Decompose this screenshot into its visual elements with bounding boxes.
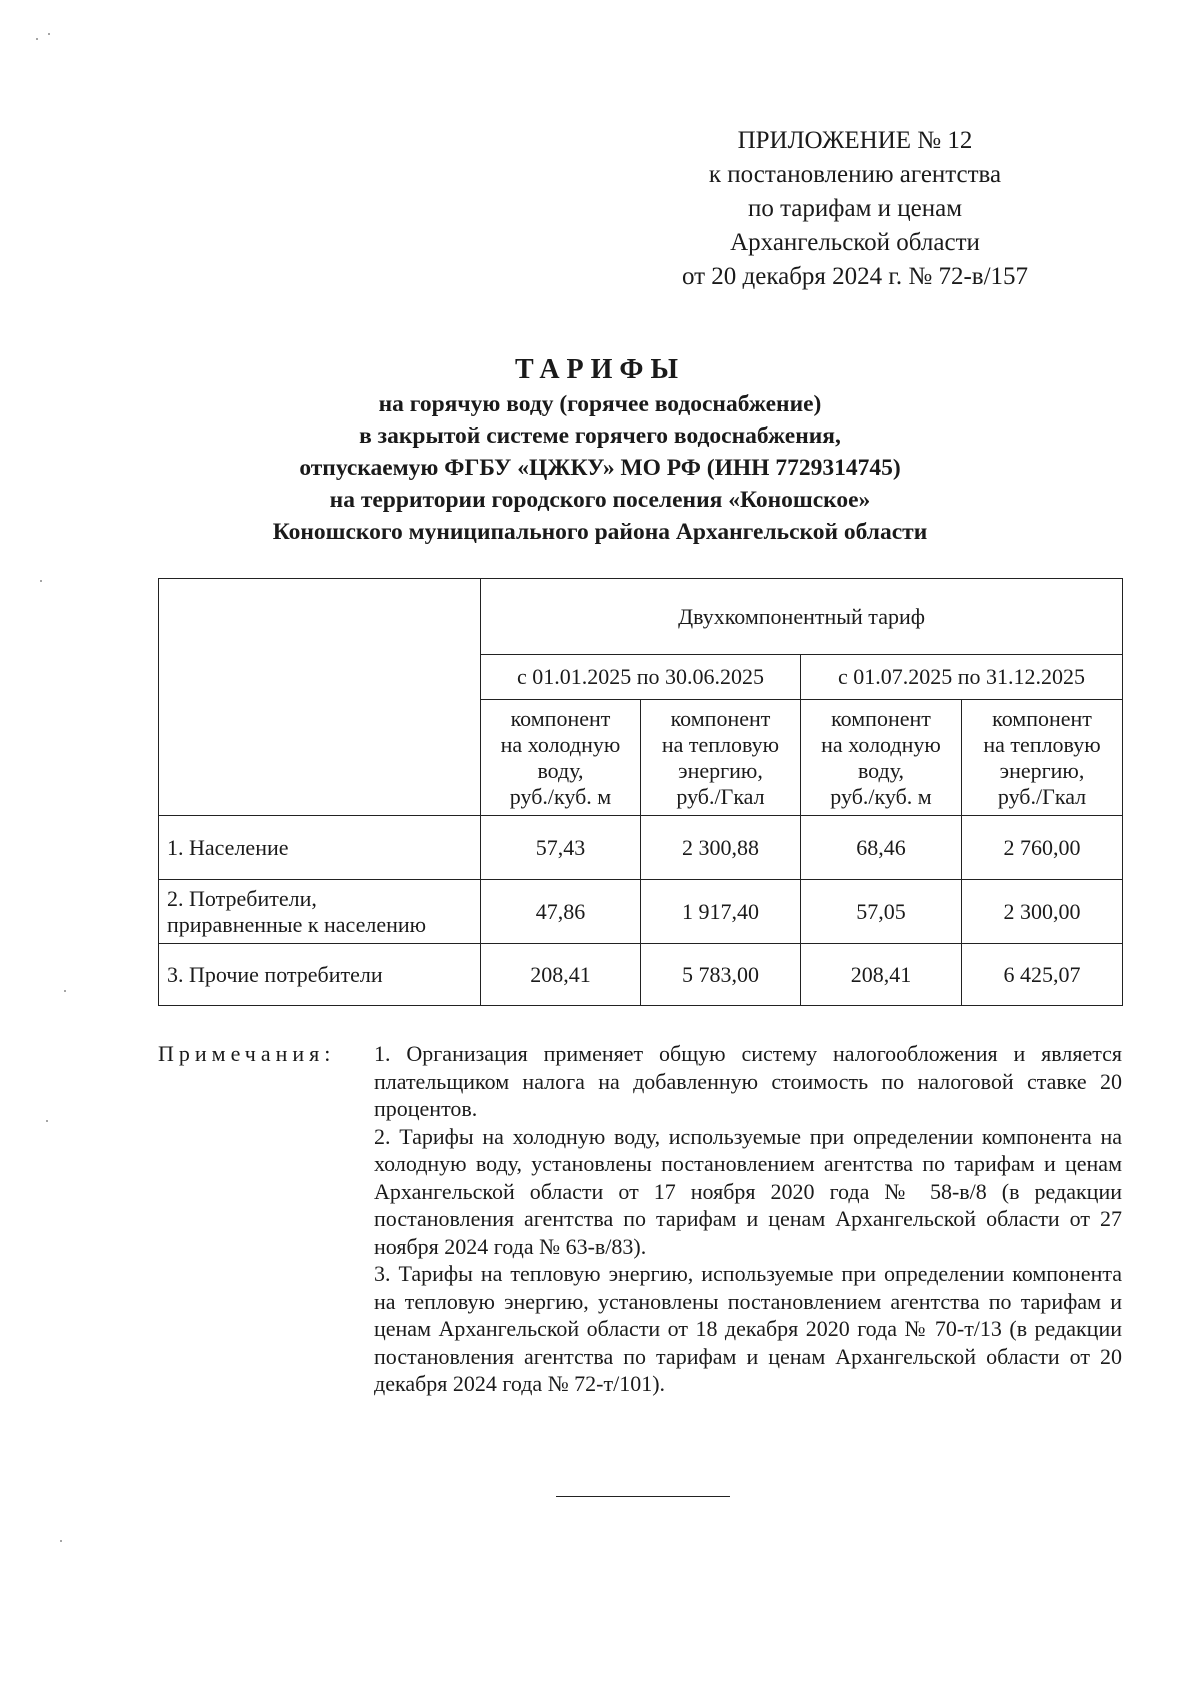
row-label-text: приравненные к населению xyxy=(167,911,427,937)
component-text: на тепловую xyxy=(661,731,780,757)
component-text: на тепловую xyxy=(983,731,1101,757)
document-title xyxy=(150,352,1050,548)
title-line: отпускаемую ФГБУ «ЦЖКУ» МО РФ (ИНН 7729314745) xyxy=(299,455,901,481)
note-item: 3. Тарифы на тепловую энергию, используемые при определении компонента на тепловую энергию, установлены постановлением агентства по тарифам и ценам Архангельской области от 18 декабря 2020 года № 70-т/13 (в редакции постановления агентства по тарифам и ценам Архангельской области от 20 декабря 2024 года № 72-т/101). xyxy=(374,1261,1122,1396)
component-header xyxy=(962,700,1123,816)
title-line: на территории городского поселения «Коношское» xyxy=(329,487,871,513)
table-cell: 2 760,00 xyxy=(962,816,1123,880)
component-text: воду, xyxy=(537,757,584,783)
component-unit: руб./куб. м xyxy=(509,783,612,809)
table-row xyxy=(159,944,1123,1006)
component-header xyxy=(801,700,962,816)
period-header: с 01.07.2025 по 31.12.2025 xyxy=(801,655,1123,700)
note-item: 1. Организация применяет общую систему налогообложения и является плательщиком налога на добавленную стоимость по налоговой ставке 20 процентов. xyxy=(374,1041,1122,1121)
component-header xyxy=(641,700,801,816)
table-header-main: Двухкомпонентный тариф xyxy=(481,579,1123,655)
component-text: на холодную xyxy=(500,731,621,757)
table-cell: 47,86 xyxy=(481,880,641,944)
scan-speck xyxy=(46,1120,48,1122)
notes-list xyxy=(374,1040,1122,1398)
appendix-ref-line: к постановлению агентства xyxy=(708,161,1002,188)
table-row xyxy=(159,880,1123,944)
component-text: компонент xyxy=(831,705,931,731)
component-text: энергию, xyxy=(678,757,763,783)
component-text: компонент xyxy=(670,705,771,731)
component-text: воду, xyxy=(857,757,905,783)
scan-speck xyxy=(60,1540,62,1542)
table-cell: 208,41 xyxy=(481,944,641,1006)
table-corner-cell xyxy=(159,579,481,816)
table-cell: 208,41 xyxy=(801,944,962,1006)
tariff-table xyxy=(158,578,1123,1006)
component-unit: руб./Гкал xyxy=(676,783,765,809)
table-cell: 2 300,88 xyxy=(641,816,801,880)
component-text: компонент xyxy=(510,705,611,731)
table-header-row xyxy=(159,579,1123,655)
table-cell: 68,46 xyxy=(801,816,962,880)
component-header xyxy=(481,700,641,816)
component-text: компонент xyxy=(992,705,1092,731)
appendix-number: ПРИЛОЖЕНИЕ № 12 xyxy=(737,127,973,154)
scan-speck xyxy=(36,38,38,40)
table-cell: 2 300,00 xyxy=(962,880,1123,944)
table-row xyxy=(159,816,1123,880)
row-label xyxy=(159,880,481,944)
period-header: с 01.01.2025 по 30.06.2025 xyxy=(481,655,801,700)
component-unit: руб./Гкал xyxy=(997,783,1087,809)
note-item: 2. Тарифы на холодную воду, используемые при определении компонента на холодную воду, установлены постановлением агентства по тарифам и ценам Архангельской области от 17 ноября 2020 года № 58-в/8 (в редакции постановления агентства по тарифам и ценам Архангельской области от 27 ноября 2024 года № 63-в/83). xyxy=(374,1123,1122,1259)
scan-speck xyxy=(64,990,66,992)
appendix-ref-line: по тарифам и ценам xyxy=(747,195,963,222)
table-cell: 6 425,07 xyxy=(962,944,1123,1006)
row-label xyxy=(159,816,481,880)
table-cell: 57,05 xyxy=(801,880,962,944)
scan-speck xyxy=(40,580,42,582)
table-cell: 1 917,40 xyxy=(641,880,801,944)
component-text: на холодную xyxy=(821,731,941,757)
row-label xyxy=(159,944,481,1006)
appendix-header xyxy=(640,124,1070,294)
row-label-text: 1. Население xyxy=(167,834,289,860)
component-unit: руб./куб. м xyxy=(830,783,932,809)
title-line: на горячую воду (горячее водоснабжение) xyxy=(378,391,822,417)
table-cell: 5 783,00 xyxy=(641,944,801,1006)
appendix-ref-line: Архангельской области xyxy=(730,229,980,256)
title-line: Коношского муниципального района Архангельской области xyxy=(272,519,928,545)
row-label-text: 2. Потребители, xyxy=(167,885,317,911)
row-label-text: 3. Прочие потребители xyxy=(167,961,383,987)
scan-speck xyxy=(48,33,50,35)
component-text: энергию, xyxy=(999,757,1085,783)
title-main: ТАРИФЫ xyxy=(515,354,685,385)
table-cell: 57,43 xyxy=(481,816,641,880)
appendix-date-line: от 20 декабря 2024 г. № 72-в/157 xyxy=(681,263,1029,290)
title-line: в закрытой системе горячего водоснабжения, xyxy=(359,423,841,449)
end-divider xyxy=(556,1496,730,1497)
notes-label: Примечания: xyxy=(158,1041,336,1066)
